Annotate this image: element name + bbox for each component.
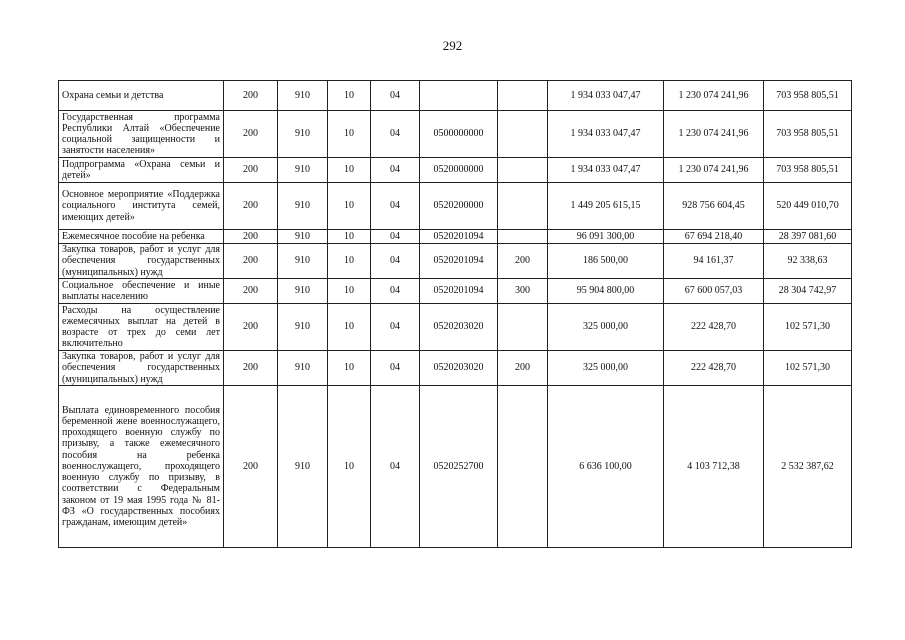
subsection-code: 04 (371, 230, 420, 244)
glav-code: 200 (224, 279, 278, 304)
row-name: Социальное обеспечение и иные выплаты населению (59, 279, 224, 304)
amount-remaining: 28 304 742,97 (764, 279, 852, 304)
table-row (59, 111, 852, 158)
ved-code: 910 (278, 158, 328, 183)
expense-type-code (498, 386, 548, 548)
table-body (59, 81, 852, 548)
row-name: Закупка товаров, работ и услуг для обеспечения государственных (муниципальных) нужд (59, 244, 224, 279)
glav-code: 200 (224, 111, 278, 158)
table-row (59, 386, 852, 548)
amount-executed: 67 694 218,40 (664, 230, 764, 244)
amount-executed: 94 161,37 (664, 244, 764, 279)
table-row (59, 183, 852, 230)
amount-remaining: 703 958 805,51 (764, 81, 852, 111)
subsection-code: 04 (371, 81, 420, 111)
section-code: 10 (328, 183, 371, 230)
table-row (59, 244, 852, 279)
subsection-code: 04 (371, 351, 420, 386)
subsection-code: 04 (371, 304, 420, 351)
amount-planned: 325 000,00 (548, 351, 664, 386)
subsection-code: 04 (371, 111, 420, 158)
amount-executed: 222 428,70 (664, 304, 764, 351)
section-code: 10 (328, 158, 371, 183)
subsection-code: 04 (371, 279, 420, 304)
ved-code: 910 (278, 230, 328, 244)
amount-remaining: 102 571,30 (764, 304, 852, 351)
amount-planned: 6 636 100,00 (548, 386, 664, 548)
expense-type-code (498, 81, 548, 111)
glav-code: 200 (224, 183, 278, 230)
row-name: Основное мероприятие «Поддержка социального института семей, имеющих детей» (59, 183, 224, 230)
amount-remaining: 102 571,30 (764, 351, 852, 386)
table-row (59, 158, 852, 183)
amount-planned: 186 500,00 (548, 244, 664, 279)
section-code: 10 (328, 81, 371, 111)
amount-executed: 1 230 074 241,96 (664, 81, 764, 111)
page-number: 292 (442, 38, 463, 53)
expense-type-code: 300 (498, 279, 548, 304)
amount-remaining: 520 449 010,70 (764, 183, 852, 230)
amount-executed: 222 428,70 (664, 351, 764, 386)
amount-remaining: 28 397 081,60 (764, 230, 852, 244)
target-article-code: 0520200000 (420, 183, 498, 230)
ved-code: 910 (278, 386, 328, 548)
target-article-code: 0500000000 (420, 111, 498, 158)
table-row (59, 230, 852, 244)
glav-code: 200 (224, 230, 278, 244)
subsection-code: 04 (371, 183, 420, 230)
target-article-code (420, 81, 498, 111)
ved-code: 910 (278, 183, 328, 230)
expense-type-code (498, 230, 548, 244)
expense-type-code (498, 183, 548, 230)
target-article-code: 0520201094 (420, 279, 498, 304)
table-row (59, 304, 852, 351)
table-row (59, 81, 852, 111)
subsection-code: 04 (371, 158, 420, 183)
section-code: 10 (328, 279, 371, 304)
ved-code: 910 (278, 244, 328, 279)
row-name: Подпрограмма «Охрана семьи и детей» (59, 158, 224, 183)
ved-code: 910 (278, 351, 328, 386)
ved-code: 910 (278, 279, 328, 304)
ved-code: 910 (278, 111, 328, 158)
amount-executed: 1 230 074 241,96 (664, 111, 764, 158)
target-article-code: 0520252700 (420, 386, 498, 548)
section-code: 10 (328, 230, 371, 244)
amount-remaining: 92 338,63 (764, 244, 852, 279)
section-code: 10 (328, 304, 371, 351)
expense-type-code: 200 (498, 351, 548, 386)
glav-code: 200 (224, 158, 278, 183)
amount-remaining: 703 958 805,51 (764, 158, 852, 183)
amount-planned: 1 449 205 615,15 (548, 183, 664, 230)
expense-type-code (498, 158, 548, 183)
expense-type-code (498, 304, 548, 351)
amount-executed: 928 756 604,45 (664, 183, 764, 230)
row-name: Закупка товаров, работ и услуг для обеспечения государственных (муниципальных) нужд (59, 351, 224, 386)
amount-planned: 96 091 300,00 (548, 230, 664, 244)
target-article-code: 0520203020 (420, 304, 498, 351)
amount-planned: 1 934 033 047,47 (548, 158, 664, 183)
row-name: Государственная программа Республики Алтай «Обеспечение социальной защищенности и занятости населения» (59, 111, 224, 158)
target-article-code: 0520000000 (420, 158, 498, 183)
glav-code: 200 (224, 81, 278, 111)
section-code: 10 (328, 111, 371, 158)
amount-planned: 1 934 033 047,47 (548, 111, 664, 158)
table-row (59, 279, 852, 304)
target-article-code: 0520201094 (420, 244, 498, 279)
amount-planned: 325 000,00 (548, 304, 664, 351)
subsection-code: 04 (371, 386, 420, 548)
amount-remaining: 703 958 805,51 (764, 111, 852, 158)
section-code: 10 (328, 244, 371, 279)
glav-code: 200 (224, 386, 278, 548)
subsection-code: 04 (371, 244, 420, 279)
expense-type-code (498, 111, 548, 158)
amount-remaining: 2 532 387,62 (764, 386, 852, 548)
budget-table (58, 80, 852, 548)
row-name: Выплата единовременного пособия беременной жене военнослужащего, проходящего военную службу по призыву, а также ежемесячного пособия на ребенка военнослужащего, проходящего военную службу по призыву, в соответствии с Федеральным законом от 19 мая 1995 года № 81-ФЗ «О государственных пособиях гражданам, имеющим детей» (59, 386, 224, 548)
amount-executed: 67 600 057,03 (664, 279, 764, 304)
amount-planned: 1 934 033 047,47 (548, 81, 664, 111)
amount-planned: 95 904 800,00 (548, 279, 664, 304)
expense-type-code: 200 (498, 244, 548, 279)
target-article-code: 0520203020 (420, 351, 498, 386)
glav-code: 200 (224, 351, 278, 386)
ved-code: 910 (278, 304, 328, 351)
amount-executed: 1 230 074 241,96 (664, 158, 764, 183)
target-article-code: 0520201094 (420, 230, 498, 244)
table-row (59, 351, 852, 386)
ved-code: 910 (278, 81, 328, 111)
amount-executed: 4 103 712,38 (664, 386, 764, 548)
section-code: 10 (328, 386, 371, 548)
row-name: Расходы на осуществление ежемесячных выплат на детей в возрасте от трех до семи лет включительно (59, 304, 224, 351)
glav-code: 200 (224, 244, 278, 279)
row-name: Ежемесячное пособие на ребенка (59, 230, 224, 244)
row-name: Охрана семьи и детства (59, 81, 224, 111)
section-code: 10 (328, 351, 371, 386)
glav-code: 200 (224, 304, 278, 351)
